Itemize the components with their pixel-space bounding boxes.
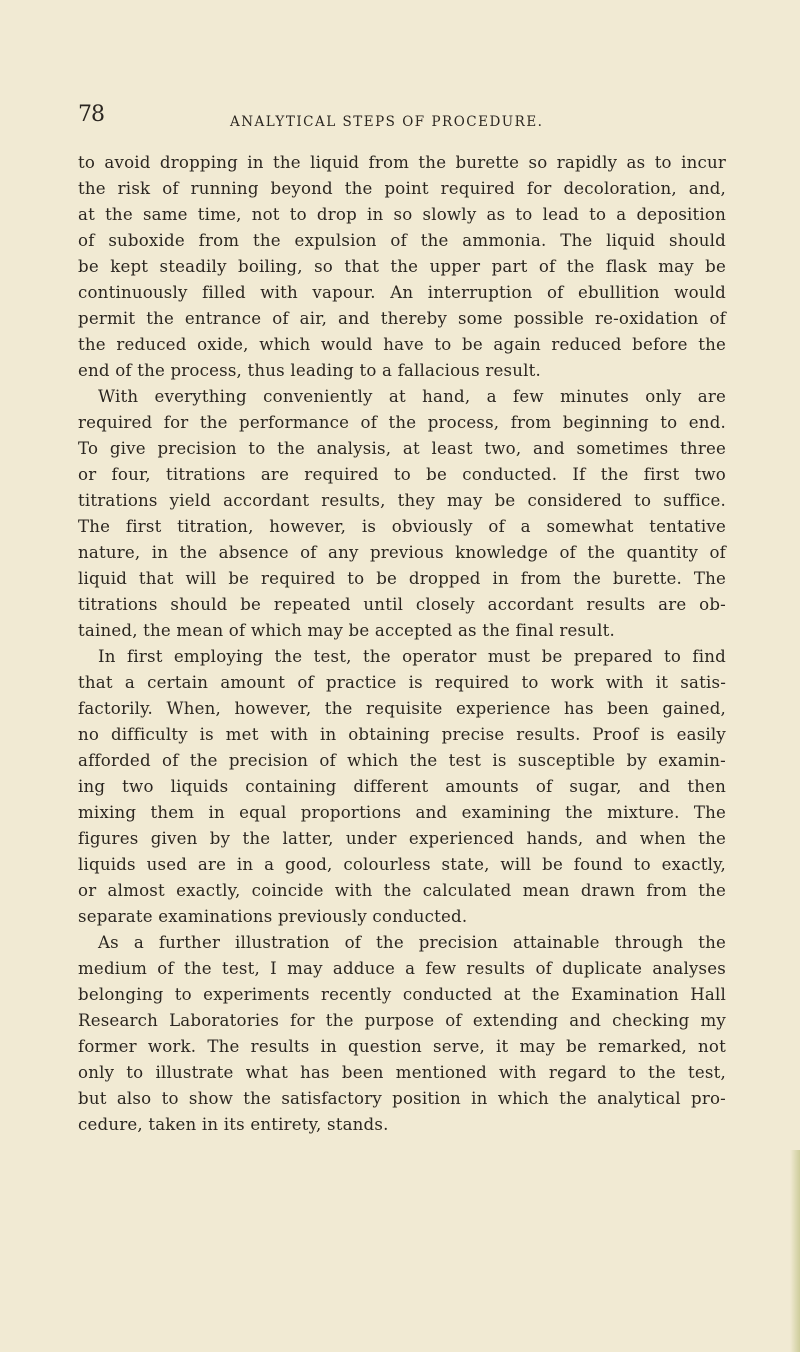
running-head (78, 104, 728, 132)
text-line: In first employing the test, the operator must be prepared to find (98, 647, 726, 666)
text-line: former work. The results in question serve, it may be remarked, not (78, 1037, 726, 1056)
text-line: the risk of running beyond the point required for decoloration, and, (78, 179, 726, 198)
text-line: afforded of the precision of which the test is susceptible by examin- (78, 751, 726, 770)
text-line: Research Laboratories for the purpose of extending and checking my (78, 1011, 726, 1030)
text-line: nature, in the absence of any previous knowledge of the quantity of (78, 543, 726, 562)
text-line: titrations should be repeated until closely accordant results are ob- (78, 595, 726, 614)
text-line: permit the entrance of air, and thereby some possible re-oxidation of (78, 309, 726, 328)
page-edge-stain (790, 1150, 800, 1352)
text-line: tained, the mean of which may be accepted as the final result. (78, 621, 615, 640)
page-number: 78 (78, 102, 104, 127)
body-text (78, 150, 726, 1138)
text-line: cedure, taken in its entirety, stands. (78, 1115, 389, 1134)
text-line: the reduced oxide, which would have to be again reduced before the (78, 335, 726, 354)
text-line: mixing them in equal proportions and examining the mixture. The (78, 803, 726, 822)
text-line: be kept steadily boiling, so that the upper part of the flask may be (78, 257, 726, 276)
text-line: end of the process, thus leading to a fallacious result. (78, 361, 541, 380)
text-line: ing two liquids containing different amounts of sugar, and then (78, 777, 726, 796)
text-line: of suboxide from the expulsion of the ammonia. The liquid should (78, 231, 726, 250)
text-line: at the same time, not to drop in so slowly as to lead to a deposition (78, 205, 726, 224)
text-line: continuously filled with vapour. An interruption of ebullition would (78, 283, 726, 302)
text-line: factorily. When, however, the requisite experience has been gained, (78, 699, 726, 718)
text-line: to avoid dropping in the liquid from the burette so rapidly as to incur (78, 153, 726, 172)
text-line: separate examinations previously conducted. (78, 907, 468, 926)
text-line: To give precision to the analysis, at least two, and sometimes three (78, 439, 726, 458)
text-line: required for the performance of the process, from beginning to end. (78, 413, 726, 432)
text-line: or four, titrations are required to be conducted. If the first two (78, 465, 726, 484)
text-line: or almost exactly, coincide with the calculated mean drawn from the (78, 881, 726, 900)
text-line: figures given by the latter, under experienced hands, and when the (78, 829, 726, 848)
text-line: but also to show the satisfactory position in which the analytical pro- (78, 1089, 726, 1108)
text-line: As a further illustration of the precision attainable through the (98, 933, 726, 952)
text-line: only to illustrate what has been mentioned with regard to the test, (78, 1063, 726, 1082)
text-line: With everything conveniently at hand, a few minutes only are (98, 387, 726, 406)
text-line: that a certain amount of practice is required to work with it satis- (78, 673, 726, 692)
text-line: titrations yield accordant results, they may be considered to suffice. (78, 491, 726, 510)
text-line: liquid that will be required to be dropped in from the burette. The (78, 569, 726, 588)
running-title: ANALYTICAL STEPS OF PROCEDURE. (230, 114, 544, 130)
text-line: The first titration, however, is obviously of a somewhat tentative (78, 517, 726, 536)
text-line: liquids used are in a good, colourless state, will be found to exactly, (78, 855, 726, 874)
text-line: belonging to experiments recently conducted at the Examination Hall (78, 985, 726, 1004)
text-line: medium of the test, I may adduce a few results of duplicate analyses (78, 959, 726, 978)
text-line: no difficulty is met with in obtaining precise results. Proof is easily (78, 725, 726, 744)
